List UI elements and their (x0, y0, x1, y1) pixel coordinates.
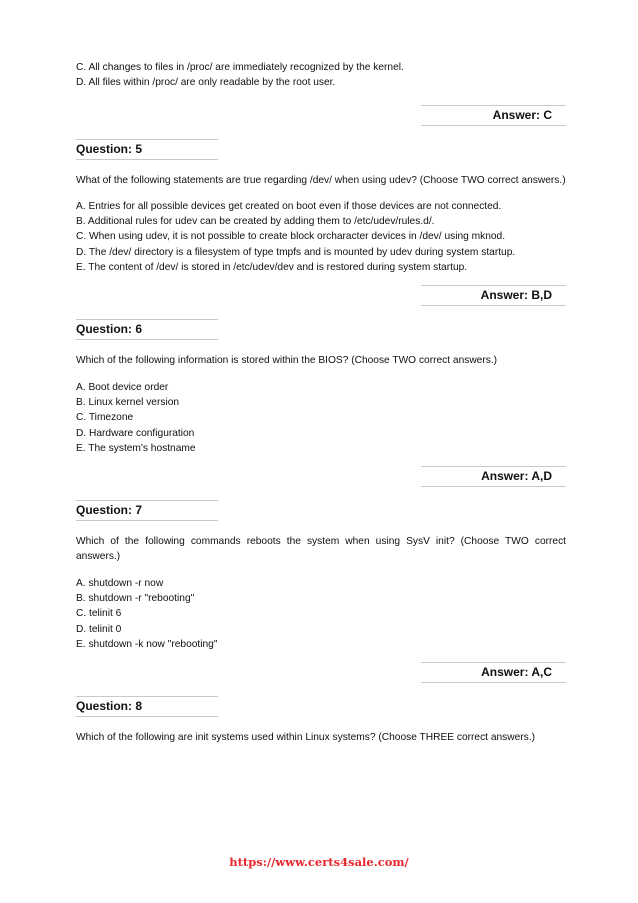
option-c: C. telinit 6 (76, 608, 122, 620)
footer-link[interactable]: https://www.certs4sale.com/ (229, 855, 409, 869)
answer-box (421, 662, 566, 683)
question-header (76, 139, 218, 160)
option-a: A. Boot device order (76, 381, 169, 393)
question-header (76, 500, 218, 521)
option-a: A. Entries for all possible devices get created on boot even if those devices are not connected. (76, 200, 502, 212)
option-e: E. shutdown -k now "rebooting" (76, 638, 218, 650)
question-text: Which of the following information is stored within the BIOS? (Choose TWO correct answers.) (76, 355, 498, 367)
answer-box (421, 105, 566, 126)
answer-text: Answer: C (492, 107, 552, 122)
option-b: B. Linux kernel version (76, 396, 180, 408)
answer-text: Answer: A,C (481, 665, 552, 680)
option-a: A. shutdown -r now (76, 577, 164, 589)
option-c: C. Timezone (76, 412, 134, 424)
page-content (76, 60, 566, 746)
question-header (76, 696, 218, 717)
answer-text: Answer: A,D (481, 469, 552, 484)
option-d: D. Hardware configuration (76, 427, 195, 439)
option-b: B. Additional rules for udev can be created by adding them to /etc/udev/rules.d/. (76, 216, 435, 228)
option-e: E. The system's hostname (76, 442, 196, 454)
question-text: What of the following statements are true regarding /dev/ when using udev? (Choose TWO correct answers.) (76, 174, 566, 186)
question-title: Question: 7 (76, 503, 143, 518)
option-e: E. The content of /dev/ is stored in /etc/udev/dev and is restored during system startup. (76, 262, 468, 274)
answer-text: Answer: B,D (480, 288, 552, 303)
answer-box (421, 285, 566, 306)
option-b: B. shutdown -r "rebooting" (76, 593, 195, 605)
question-text: Which of the following commands reboots the system when using SysV init? (Choose TWO correct answers.) (76, 536, 566, 563)
option-d: D. All files within /proc/ are only readable by the root user. (76, 77, 336, 89)
question-title: Question: 5 (76, 141, 143, 156)
option-c: C. All changes to files in /proc/ are immediately recognized by the kernel. (76, 62, 404, 73)
question-text: Which of the following are init systems used within Linux systems? (Choose THREE correct answers.) (76, 732, 535, 744)
question-header (76, 319, 218, 340)
option-d: D. telinit 0 (76, 623, 122, 635)
question-title: Question: 6 (76, 322, 143, 337)
answer-box (421, 466, 566, 487)
option-d: D. The /dev/ directory is a filesystem of type tmpfs and is mounted by udev during system startup. (76, 246, 516, 258)
question-title: Question: 8 (76, 699, 143, 714)
option-c: C. When using udev, it is not possible to create block orcharacter devices in /dev/ using mknod. (76, 231, 506, 243)
